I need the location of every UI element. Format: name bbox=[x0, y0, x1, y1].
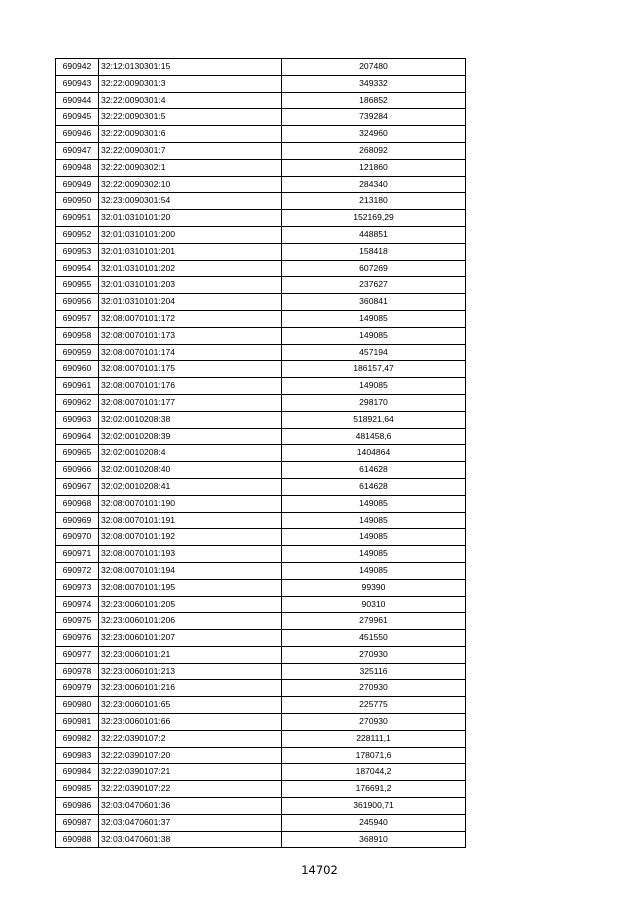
table-row bbox=[56, 75, 466, 92]
row-number-cell: 690987 bbox=[56, 814, 99, 831]
value-cell: 186852 bbox=[282, 92, 466, 109]
row-number-cell: 690976 bbox=[56, 630, 99, 647]
value-cell: 360841 bbox=[282, 294, 466, 311]
cadastral-number-cell: 32:08:0070101:191 bbox=[99, 512, 282, 529]
cadastral-number-cell: 32:03:0470601:37 bbox=[99, 814, 282, 831]
value-cell: 149085 bbox=[282, 310, 466, 327]
cadastral-number-cell: 32:22:0090302:1 bbox=[99, 159, 282, 176]
table-row bbox=[56, 680, 466, 697]
value-cell: 121860 bbox=[282, 159, 466, 176]
value-cell: 481458,6 bbox=[282, 428, 466, 445]
cadastral-number-cell: 32:01:0310101:20 bbox=[99, 210, 282, 227]
table-row bbox=[56, 714, 466, 731]
value-cell: 178071,6 bbox=[282, 747, 466, 764]
value-cell: 457194 bbox=[282, 344, 466, 361]
value-cell: 207480 bbox=[282, 59, 466, 76]
row-number-cell: 690980 bbox=[56, 697, 99, 714]
cadastral-number-cell: 32:12:0130301:15 bbox=[99, 59, 282, 76]
row-number-cell: 690967 bbox=[56, 478, 99, 495]
value-cell: 149085 bbox=[282, 495, 466, 512]
cadastral-number-cell: 32:08:0070101:177 bbox=[99, 394, 282, 411]
row-number-cell: 690957 bbox=[56, 310, 99, 327]
value-cell: 237627 bbox=[282, 277, 466, 294]
table-row bbox=[56, 512, 466, 529]
row-number-cell: 690966 bbox=[56, 462, 99, 479]
table-row bbox=[56, 411, 466, 428]
value-cell: 361900,71 bbox=[282, 798, 466, 815]
value-cell: 90310 bbox=[282, 596, 466, 613]
row-number-cell: 690942 bbox=[56, 59, 99, 76]
table-row bbox=[56, 159, 466, 176]
value-cell: 149085 bbox=[282, 327, 466, 344]
value-cell: 149085 bbox=[282, 529, 466, 546]
table-row bbox=[56, 831, 466, 848]
cadastral-number-cell: 32:01:0310101:204 bbox=[99, 294, 282, 311]
row-number-cell: 690947 bbox=[56, 142, 99, 159]
cadastral-number-cell: 32:08:0070101:176 bbox=[99, 378, 282, 395]
table-row bbox=[56, 394, 466, 411]
row-number-cell: 690978 bbox=[56, 663, 99, 680]
cadastral-number-cell: 32:22:0090301:5 bbox=[99, 109, 282, 126]
page-number: 14702 bbox=[301, 863, 338, 877]
table-row bbox=[56, 243, 466, 260]
cadastral-number-cell: 32:02:0010208:38 bbox=[99, 411, 282, 428]
row-number-cell: 690975 bbox=[56, 613, 99, 630]
cadastral-number-cell: 32:23:0060101:206 bbox=[99, 613, 282, 630]
cadastral-number-cell: 32:23:0060101:207 bbox=[99, 630, 282, 647]
row-number-cell: 690983 bbox=[56, 747, 99, 764]
value-cell: 270930 bbox=[282, 680, 466, 697]
table-row bbox=[56, 562, 466, 579]
cadastral-number-cell: 32:02:0010208:41 bbox=[99, 478, 282, 495]
cadastral-number-cell: 32:02:0010208:4 bbox=[99, 445, 282, 462]
value-cell: 158418 bbox=[282, 243, 466, 260]
table-row bbox=[56, 764, 466, 781]
value-cell: 225775 bbox=[282, 697, 466, 714]
row-number-cell: 690950 bbox=[56, 193, 99, 210]
value-cell: 270930 bbox=[282, 646, 466, 663]
row-number-cell: 690964 bbox=[56, 428, 99, 445]
cadastral-number-cell: 32:22:0390107:20 bbox=[99, 747, 282, 764]
row-number-cell: 690948 bbox=[56, 159, 99, 176]
cadastral-number-cell: 32:22:0090301:4 bbox=[99, 92, 282, 109]
table-row bbox=[56, 193, 466, 210]
table-row bbox=[56, 495, 466, 512]
table-row bbox=[56, 630, 466, 647]
table-row bbox=[56, 126, 466, 143]
row-number-cell: 690972 bbox=[56, 562, 99, 579]
row-number-cell: 690961 bbox=[56, 378, 99, 395]
row-number-cell: 690953 bbox=[56, 243, 99, 260]
row-number-cell: 690958 bbox=[56, 327, 99, 344]
cadastral-number-cell: 32:02:0010208:40 bbox=[99, 462, 282, 479]
table-row bbox=[56, 310, 466, 327]
value-cell: 176691,2 bbox=[282, 781, 466, 798]
row-number-cell: 690988 bbox=[56, 831, 99, 848]
table-row bbox=[56, 747, 466, 764]
table-row bbox=[56, 730, 466, 747]
table-row bbox=[56, 59, 466, 76]
table-row bbox=[56, 92, 466, 109]
cadastral-number-cell: 32:22:0090301:7 bbox=[99, 142, 282, 159]
value-cell: 99390 bbox=[282, 579, 466, 596]
cadastral-value-table bbox=[55, 58, 466, 848]
cadastral-number-cell: 32:23:0060101:205 bbox=[99, 596, 282, 613]
cadastral-number-cell: 32:01:0310101:200 bbox=[99, 226, 282, 243]
row-number-cell: 690986 bbox=[56, 798, 99, 815]
table-row bbox=[56, 378, 466, 395]
value-cell: 149085 bbox=[282, 512, 466, 529]
table-row bbox=[56, 646, 466, 663]
cadastral-number-cell: 32:08:0070101:195 bbox=[99, 579, 282, 596]
row-number-cell: 690982 bbox=[56, 730, 99, 747]
table-row bbox=[56, 798, 466, 815]
value-cell: 268092 bbox=[282, 142, 466, 159]
table-row bbox=[56, 327, 466, 344]
table-row bbox=[56, 579, 466, 596]
cadastral-number-cell: 32:01:0310101:203 bbox=[99, 277, 282, 294]
row-number-cell: 690974 bbox=[56, 596, 99, 613]
value-cell: 368910 bbox=[282, 831, 466, 848]
value-cell: 614628 bbox=[282, 462, 466, 479]
value-cell: 187044,2 bbox=[282, 764, 466, 781]
table-row bbox=[56, 445, 466, 462]
table-row bbox=[56, 596, 466, 613]
row-number-cell: 690952 bbox=[56, 226, 99, 243]
row-number-cell: 690971 bbox=[56, 546, 99, 563]
value-cell: 614628 bbox=[282, 478, 466, 495]
value-cell: 284340 bbox=[282, 176, 466, 193]
table-row bbox=[56, 663, 466, 680]
cadastral-number-cell: 32:08:0070101:174 bbox=[99, 344, 282, 361]
table-row bbox=[56, 613, 466, 630]
table-row bbox=[56, 697, 466, 714]
table-row bbox=[56, 361, 466, 378]
table-row bbox=[56, 260, 466, 277]
cadastral-number-cell: 32:08:0070101:190 bbox=[99, 495, 282, 512]
row-number-cell: 690959 bbox=[56, 344, 99, 361]
row-number-cell: 690984 bbox=[56, 764, 99, 781]
table-row bbox=[56, 814, 466, 831]
value-cell: 279961 bbox=[282, 613, 466, 630]
cadastral-number-cell: 32:01:0310101:202 bbox=[99, 260, 282, 277]
cadastral-number-cell: 32:08:0070101:194 bbox=[99, 562, 282, 579]
value-cell: 152169,29 bbox=[282, 210, 466, 227]
value-cell: 186157,47 bbox=[282, 361, 466, 378]
row-number-cell: 690951 bbox=[56, 210, 99, 227]
cadastral-number-cell: 32:23:0090301:54 bbox=[99, 193, 282, 210]
row-number-cell: 690979 bbox=[56, 680, 99, 697]
row-number-cell: 690965 bbox=[56, 445, 99, 462]
cadastral-number-cell: 32:23:0060101:66 bbox=[99, 714, 282, 731]
cadastral-number-cell: 32:08:0070101:193 bbox=[99, 546, 282, 563]
value-cell: 324960 bbox=[282, 126, 466, 143]
value-cell: 228111,1 bbox=[282, 730, 466, 747]
table-row bbox=[56, 428, 466, 445]
cadastral-number-cell: 32:22:0090301:3 bbox=[99, 75, 282, 92]
row-number-cell: 690945 bbox=[56, 109, 99, 126]
table-row bbox=[56, 546, 466, 563]
cadastral-number-cell: 32:08:0070101:175 bbox=[99, 361, 282, 378]
cadastral-number-cell: 32:23:0060101:65 bbox=[99, 697, 282, 714]
value-cell: 451550 bbox=[282, 630, 466, 647]
cadastral-number-cell: 32:02:0010208:39 bbox=[99, 428, 282, 445]
row-number-cell: 690977 bbox=[56, 646, 99, 663]
cadastral-number-cell: 32:01:0310101:201 bbox=[99, 243, 282, 260]
table-row bbox=[56, 226, 466, 243]
cadastral-number-cell: 32:22:0090302:10 bbox=[99, 176, 282, 193]
value-cell: 518921,64 bbox=[282, 411, 466, 428]
cadastral-number-cell: 32:22:0090301:6 bbox=[99, 126, 282, 143]
value-cell: 245940 bbox=[282, 814, 466, 831]
value-cell: 149085 bbox=[282, 378, 466, 395]
value-cell: 325116 bbox=[282, 663, 466, 680]
cadastral-number-cell: 32:22:0390107:21 bbox=[99, 764, 282, 781]
row-number-cell: 690985 bbox=[56, 781, 99, 798]
row-number-cell: 690960 bbox=[56, 361, 99, 378]
value-cell: 739284 bbox=[282, 109, 466, 126]
table-row bbox=[56, 529, 466, 546]
cadastral-number-cell: 32:23:0060101:213 bbox=[99, 663, 282, 680]
row-number-cell: 690981 bbox=[56, 714, 99, 731]
row-number-cell: 690954 bbox=[56, 260, 99, 277]
table-row bbox=[56, 781, 466, 798]
value-cell: 149085 bbox=[282, 562, 466, 579]
table-row bbox=[56, 142, 466, 159]
cadastral-number-cell: 32:08:0070101:192 bbox=[99, 529, 282, 546]
table-row bbox=[56, 176, 466, 193]
cadastral-number-cell: 32:08:0070101:173 bbox=[99, 327, 282, 344]
table-row bbox=[56, 344, 466, 361]
table-row bbox=[56, 210, 466, 227]
row-number-cell: 690944 bbox=[56, 92, 99, 109]
value-cell: 1404864 bbox=[282, 445, 466, 462]
cadastral-number-cell: 32:23:0060101:21 bbox=[99, 646, 282, 663]
table-row bbox=[56, 462, 466, 479]
row-number-cell: 690969 bbox=[56, 512, 99, 529]
cadastral-number-cell: 32:22:0390107:22 bbox=[99, 781, 282, 798]
row-number-cell: 690946 bbox=[56, 126, 99, 143]
value-cell: 607269 bbox=[282, 260, 466, 277]
cadastral-number-cell: 32:03:0470601:36 bbox=[99, 798, 282, 815]
table-row bbox=[56, 294, 466, 311]
row-number-cell: 690949 bbox=[56, 176, 99, 193]
table-row bbox=[56, 277, 466, 294]
row-number-cell: 690962 bbox=[56, 394, 99, 411]
table-body bbox=[56, 59, 466, 848]
row-number-cell: 690955 bbox=[56, 277, 99, 294]
value-cell: 448851 bbox=[282, 226, 466, 243]
row-number-cell: 690973 bbox=[56, 579, 99, 596]
row-number-cell: 690970 bbox=[56, 529, 99, 546]
row-number-cell: 690956 bbox=[56, 294, 99, 311]
row-number-cell: 690963 bbox=[56, 411, 99, 428]
value-cell: 213180 bbox=[282, 193, 466, 210]
value-cell: 349332 bbox=[282, 75, 466, 92]
cadastral-number-cell: 32:08:0070101:172 bbox=[99, 310, 282, 327]
value-cell: 298170 bbox=[282, 394, 466, 411]
cadastral-number-cell: 32:03:0470601:38 bbox=[99, 831, 282, 848]
cadastral-number-cell: 32:23:0060101:216 bbox=[99, 680, 282, 697]
value-cell: 270930 bbox=[282, 714, 466, 731]
table-row bbox=[56, 109, 466, 126]
row-number-cell: 690968 bbox=[56, 495, 99, 512]
cadastral-number-cell: 32:22:0390107:2 bbox=[99, 730, 282, 747]
row-number-cell: 690943 bbox=[56, 75, 99, 92]
table-row bbox=[56, 478, 466, 495]
value-cell: 149085 bbox=[282, 546, 466, 563]
